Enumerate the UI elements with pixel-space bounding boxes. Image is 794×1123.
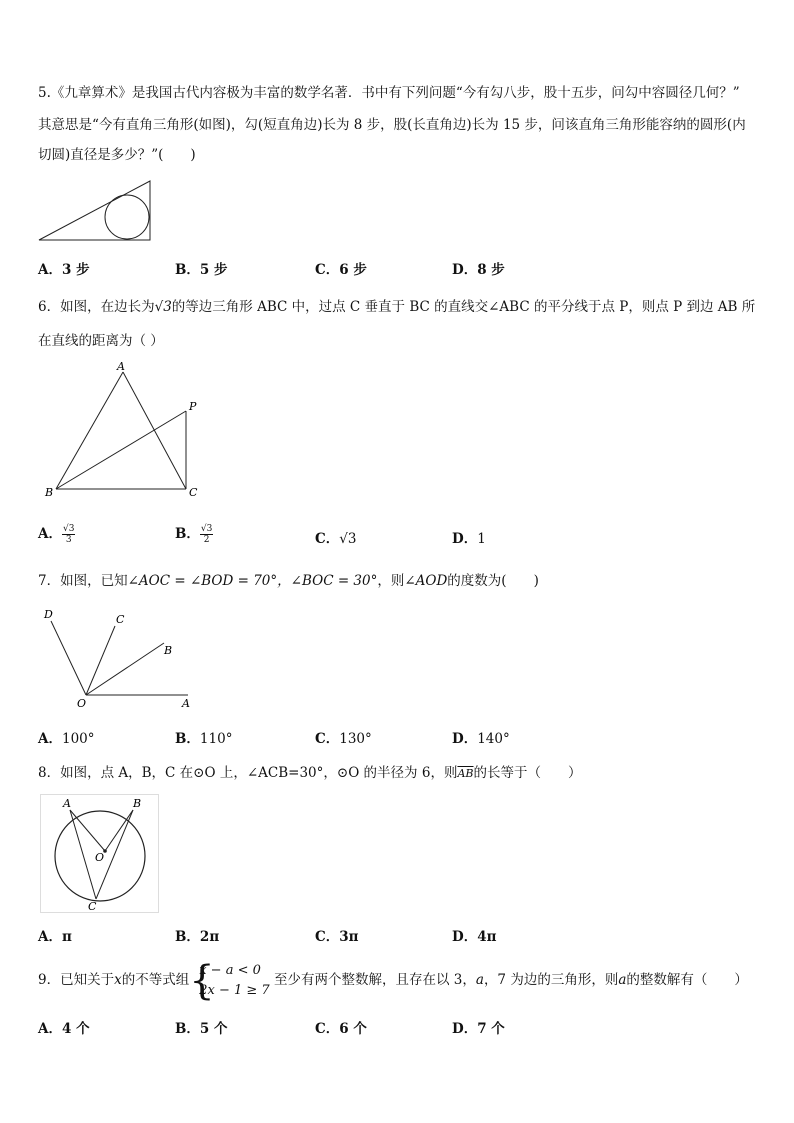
q7-option-b[interactable]: B．110° [175,731,233,747]
q8-label-c: C [88,900,97,913]
q7-label-c: C [116,613,125,626]
q7-label-a: A [182,697,190,708]
q8-label-b: B [133,797,142,810]
q5-right-triangle-figure [36,178,156,244]
q8-option-d[interactable]: D．4π [452,929,497,945]
q7-ray-ob [86,643,164,695]
q6-option-c[interactable]: C．√3 [315,531,357,547]
q7-ray-oc [86,626,115,695]
q9-option-d[interactable]: D．7 个 [452,1021,505,1037]
q5-triangle [39,181,150,240]
q7-ray-od [51,621,86,695]
q5-option-d[interactable]: D．8 步 [452,262,505,278]
q5-line1: 5.《九章算术》是我国古代内容极为丰富的数学名著．书中有下列问题“今有勾八步，股十五步，问勾中容圆径几何？” [38,85,740,101]
q6-option-d[interactable]: D．1 [452,531,486,547]
q5-incircle [105,195,149,239]
q7-option-a[interactable]: A．100° [38,731,95,747]
q6-line1: 6．如图，在边长为√3的等边三角形 ABC 中，过点 C 垂直于 BC 的直线交∠ABC 的平分线于点 P，则点 P 到边 AB 所 [38,299,756,315]
q8-option-b[interactable]: B．2π [175,929,220,945]
q8-circle-figure [40,794,160,914]
q6-label-b: B [45,486,54,499]
q6-option-b[interactable]: B． $\frac{√3}{2}$ [175,524,213,545]
q7-label-o: O [77,697,87,708]
q8-arc-ab: $\overline{AB}$ [457,767,474,780]
q8-label-o: O [95,851,105,864]
q5-line2: 其意思是“今有直角三角形(如图)，勾(短直角边)长为 8 步，股(长直角边)长为 15 步，问该直角三角形能容纳的圆形(内 [38,117,746,133]
q8-option-c[interactable]: C．3π [315,929,359,945]
q9-inequality-system: { x − a < 0 2x − 1 ≥ 7 [189,957,270,1004]
q7-option-d[interactable]: D．140° [452,731,510,747]
q9-line1: 9．已知关于x的不等式组 { x − a < 0 2x − 1 ≥ 7 至少有两个整数解，且存在以 3，a，7 为边的三角形，则a的整数解有（ ） [38,957,748,1004]
q6-triangle-figure [36,358,216,504]
q9-option-b[interactable]: B．5 个 [175,1021,228,1037]
q6-label-p: P [189,400,197,413]
q8-chord-ac [70,810,96,899]
q6-option-a[interactable]: A． $\frac{√3}{3}$ [38,524,75,545]
q8-radius-oa [70,810,105,851]
q7-line1: 7．如图，已知∠AOC = ∠BOD = 70°，∠BOC = 30°，则∠AOD的度数为( ) [38,573,539,589]
q7-label-b: B [164,644,173,657]
q8-line1: 8．如图，点 A，B，C 在⊙O 上，∠ACB=30°，⊙O 的半径为 6，则$\overline{AB}$的长等于（ ） [38,765,582,781]
q8-label-a: A [63,797,71,810]
q9-option-a[interactable]: A．4 个 [38,1021,90,1037]
q5-option-a[interactable]: A．3 步 [38,262,90,278]
q9-option-c[interactable]: C．6 个 [315,1021,367,1037]
q6-label-a: A [117,360,125,373]
q6-side-ab [56,372,123,489]
q6-line2: 在直线的距离为（ ） [38,333,164,349]
q7-label-d: D [44,608,53,621]
q6-label-c: C [189,486,198,499]
q7-angle-figure [36,604,196,708]
q6-side-ac [123,372,186,489]
q5-option-c[interactable]: C．6 步 [315,262,367,278]
q6-bisector-bp [56,411,186,489]
q5-line3: 切圆)直径是多少？”( ) [38,147,196,163]
q5-option-b[interactable]: B．5 步 [175,262,228,278]
q7-option-c[interactable]: C．130° [315,731,372,747]
q8-option-a[interactable]: A．π [38,929,72,945]
